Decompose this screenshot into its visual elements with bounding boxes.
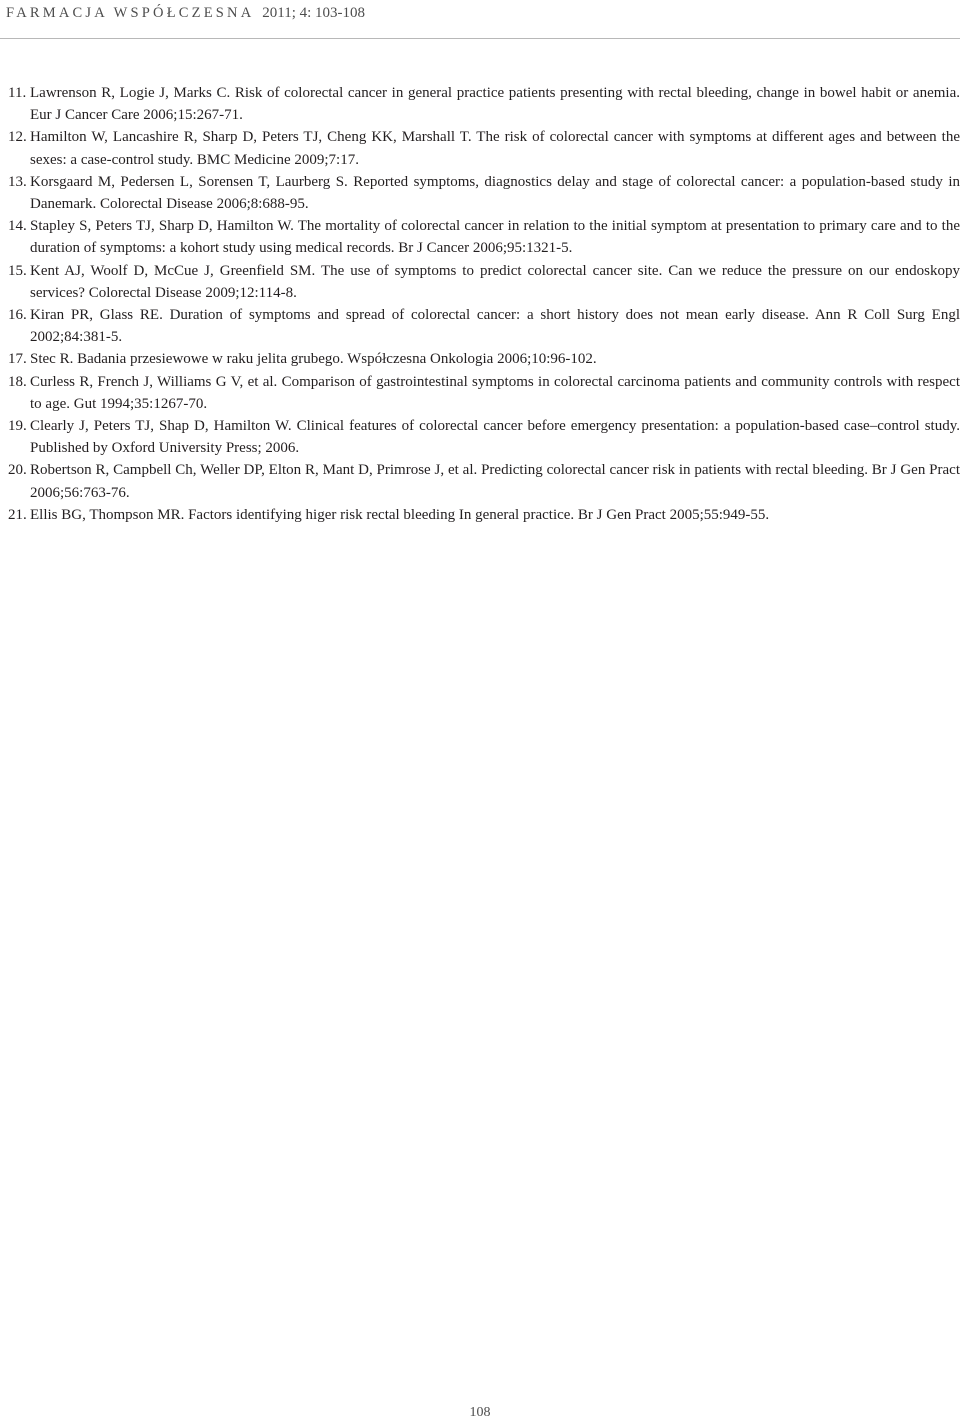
reference-number: 14. — [8, 218, 27, 235]
reference-item-20 — [0, 459, 960, 503]
reference-text: Stapley S, Peters TJ, Sharp D, Hamilton W. The mortality of colorectal cancer in relation to the initial symptom at presentation to primary care and to the duration of symptoms: a kohort study using medical records. Br J Cancer 2006;95:1321-5. — [30, 218, 960, 257]
running-header — [6, 2, 365, 24]
reference-text: Hamilton W, Lancashire R, Sharp D, Peters TJ, Cheng KK, Marshall T. The risk of colorectal cancer with symptoms at different ages and between the sexes: a case-control study. BMC Medicine 2009;7:17. — [30, 129, 960, 168]
reference-text: Clearly J, Peters TJ, Shap D, Hamilton W. Clinical features of colorectal cancer before emergency presentation: a population-based case–control study. Published by Oxford University Press; 2006. — [30, 418, 960, 457]
reference-number: 18. — [8, 373, 27, 390]
reference-item-13 — [0, 171, 960, 215]
journal-name: FARMACJA WSPÓŁCZESNA — [6, 5, 255, 21]
reference-number: 13. — [8, 173, 27, 190]
reference-text: Lawrenson R, Logie J, Marks C. Risk of colorectal cancer in general practice patients presenting with rectal bleeding, change in bowel habit or anemia. Eur J Cancer Care 2006;15:267-71. — [30, 85, 960, 124]
reference-item-18 — [0, 371, 960, 415]
reference-number: 20. — [8, 462, 27, 479]
reference-list — [0, 82, 960, 526]
reference-item-11 — [0, 82, 960, 126]
reference-item-16 — [0, 304, 960, 348]
reference-item-12 — [0, 126, 960, 170]
page-number: 108 — [469, 1405, 491, 1420]
reference-number: 15. — [8, 262, 27, 279]
reference-item-21 — [0, 504, 960, 526]
reference-item-19 — [0, 415, 960, 459]
reference-item-17 — [0, 348, 960, 370]
reference-number: 16. — [8, 307, 27, 324]
issue-info: 2011; 4: 103-108 — [262, 5, 366, 21]
reference-text: Robertson R, Campbell Ch, Weller DP, Elton R, Mant D, Primrose J, et al. Predicting colorectal cancer risk in patients with rectal bleeding. Br J Gen Pract 2006;56:763-76. — [30, 462, 960, 501]
reference-text: Stec R. Badania przesiewowe w raku jelita grubego. Współczesna Onkologia 2006;10:96-102. — [30, 351, 597, 368]
reference-number: 11. — [8, 85, 27, 101]
reference-text: Korsgaard M, Pedersen L, Sorensen T, Laurberg S. Reported symptoms, diagnostics delay and stage of colorectal cancer: a population-based study in Danemark. Colorectal Disease 2006;8:688-95. — [30, 173, 960, 213]
header-divider — [0, 38, 960, 39]
reference-number: 19. — [8, 418, 27, 435]
reference-item-15 — [0, 260, 960, 304]
reference-text: Kent AJ, Woolf D, McCue J, Greenfield SM. The use of symptoms to predict colorectal cancer site. Can we reduce the pressure on our endoskopy services? Colorectal Disease 2009;12:114-8. — [30, 262, 960, 301]
reference-item-14 — [0, 215, 960, 259]
reference-number: 17. — [8, 351, 27, 368]
reference-text: Ellis BG, Thompson MR. Factors identifying higer risk rectal bleeding In general practice. Br J Gen Pract 2005;55:949-55. — [30, 506, 770, 523]
reference-text: Kiran PR, Glass RE. Duration of symptoms and spread of colorectal cancer: a short history does not mean early disease. Ann R Coll Surg Engl 2002;84:381-5. — [30, 307, 960, 346]
reference-text: Curless R, French J, Williams G V, et al. Comparison of gastrointestinal symptoms in colorectal carcinoma patients and community controls with respect to age. Gut 1994;35:1267-70. — [30, 373, 960, 412]
reference-number: 12. — [8, 129, 27, 146]
reference-number: 21. — [8, 506, 27, 523]
